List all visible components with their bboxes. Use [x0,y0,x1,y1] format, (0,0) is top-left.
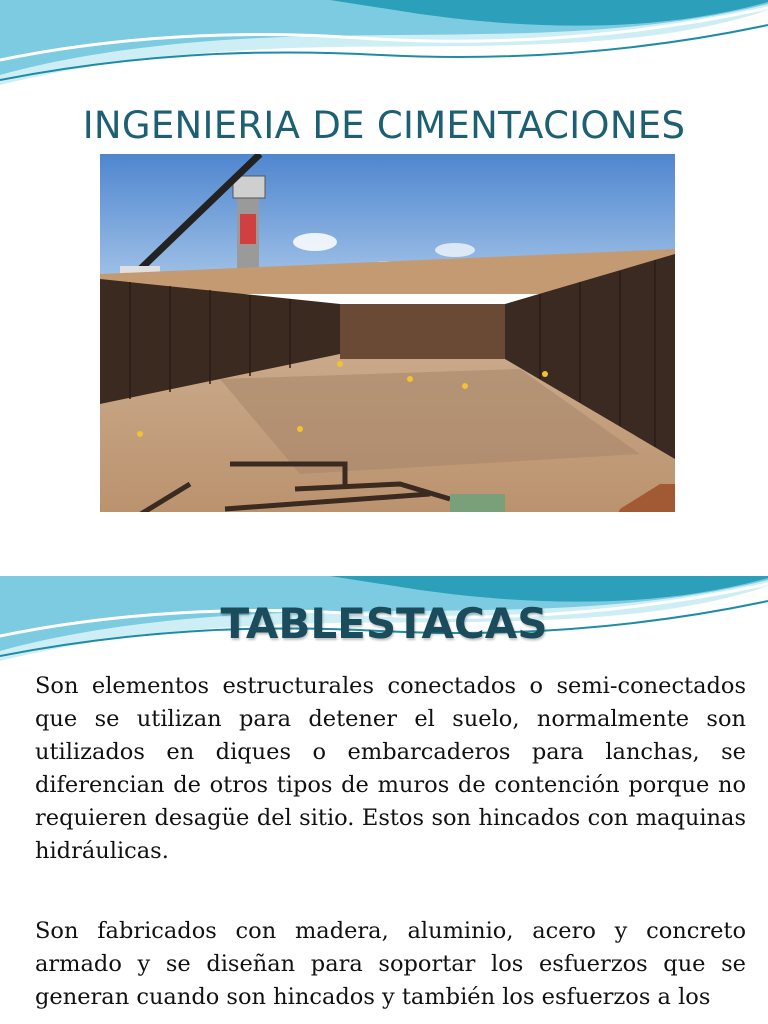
slide-title: INGENIERIA DE CIMENTACIONES [82,104,686,147]
paragraph-materials: Son fabricados con madera, aluminio, acero y concreto armado y se diseñan para soportar los esfuerzos que se generan cuando son hincados y también los esfuerzos a los [35,918,746,1010]
section-title: TABLESTACAS [220,599,548,648]
paragraph-definition: Son elementos estructurales conectados o semi-conectados que se utilizan para detener el suelo, normalmente son utilizados en diques o embarcaderos para lanchas, se diferencian de otros tipos de muros de contención porque no requieren desagüe del sitio. Estos son hincados con maquinas hidráulicas. [35,673,746,864]
construction-excavation-photo [100,154,675,512]
header-wave-decoration [0,0,768,95]
